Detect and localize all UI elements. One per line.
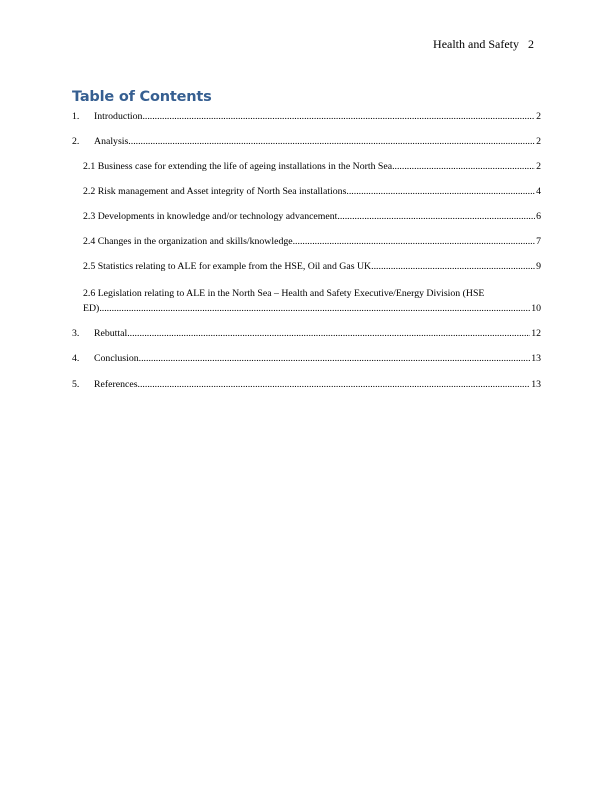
toc-entry-number: 3.	[72, 328, 80, 339]
toc-entry-title: References	[94, 379, 138, 390]
dot-leader	[337, 211, 535, 222]
toc-entry-number: 1.	[72, 111, 80, 122]
toc-entry-number: 5.	[72, 379, 80, 390]
toc-entry-2-3[interactable]	[83, 211, 541, 225]
toc-entry-title: 2.5 Statistics relating to ALE for example from the HSE, Oil and Gas UK	[83, 261, 372, 272]
toc-entry-references[interactable]	[72, 379, 541, 393]
dot-leader	[139, 353, 531, 364]
dot-leader	[346, 186, 535, 197]
toc-entry-2-6[interactable]	[83, 303, 541, 317]
toc-entry-title: ED)	[83, 303, 100, 314]
dot-leader	[293, 236, 535, 247]
toc-entry-page: 9	[536, 261, 541, 272]
running-header	[433, 37, 534, 52]
page-number: 2	[528, 37, 534, 51]
toc-entry-page: 13	[531, 379, 541, 390]
toc-entry-page: 12	[531, 328, 541, 339]
toc-entry-introduction[interactable]	[72, 111, 541, 125]
toc-entry-page: 13	[531, 353, 541, 364]
toc-entry-title: 2.3 Developments in knowledge and/or technology advancement	[83, 211, 338, 222]
toc-entry-page: 7	[536, 236, 541, 247]
dot-leader	[371, 261, 535, 272]
dot-leader	[142, 111, 535, 122]
toc-entry-page: 2	[536, 161, 541, 172]
toc-entry-title: Conclusion	[94, 353, 139, 364]
toc-entry-2-4[interactable]	[83, 236, 541, 250]
toc-entry-2-1[interactable]	[83, 161, 541, 175]
toc-entry-title: 2.4 Changes in the organization and skills/knowledge	[83, 236, 293, 247]
running-title: Health and Safety	[433, 37, 519, 51]
toc-entry-page: 2	[536, 111, 541, 122]
toc-entry-conclusion[interactable]	[72, 353, 541, 367]
dot-leader	[127, 328, 530, 339]
toc-heading: Table of Contents	[72, 89, 212, 105]
toc-entry-title: Introduction	[94, 111, 143, 122]
dot-leader	[392, 161, 535, 172]
dot-leader	[128, 136, 535, 147]
toc-entry-2-2[interactable]	[83, 186, 541, 200]
toc-entry-title: Analysis	[94, 136, 129, 147]
toc-entry-number: 2.	[72, 136, 80, 147]
toc-entry-number: 4.	[72, 353, 80, 364]
toc-entry-analysis[interactable]	[72, 136, 541, 150]
toc-entry-page: 10	[531, 303, 541, 314]
toc-entry-2-6-line1[interactable]: 2.6 Legislation relating to ALE in the North Sea – Health and Safety Executive/Energy Division (HSE	[83, 288, 485, 299]
toc-entry-title: Rebuttal	[94, 328, 128, 339]
toc-entry-title: 2.1 Business case for extending the life of ageing installations in the North Sea	[83, 161, 393, 172]
dot-leader	[138, 379, 531, 390]
toc-entry-page: 2	[536, 136, 541, 147]
dot-leader	[99, 303, 530, 314]
toc-entry-rebuttal[interactable]	[72, 328, 541, 342]
toc-entry-2-5[interactable]	[83, 261, 541, 275]
toc-entry-title: 2.2 Risk management and Asset integrity of North Sea installations	[83, 186, 347, 197]
toc-entry-page: 6	[536, 211, 541, 222]
toc-entry-page: 4	[536, 186, 541, 197]
